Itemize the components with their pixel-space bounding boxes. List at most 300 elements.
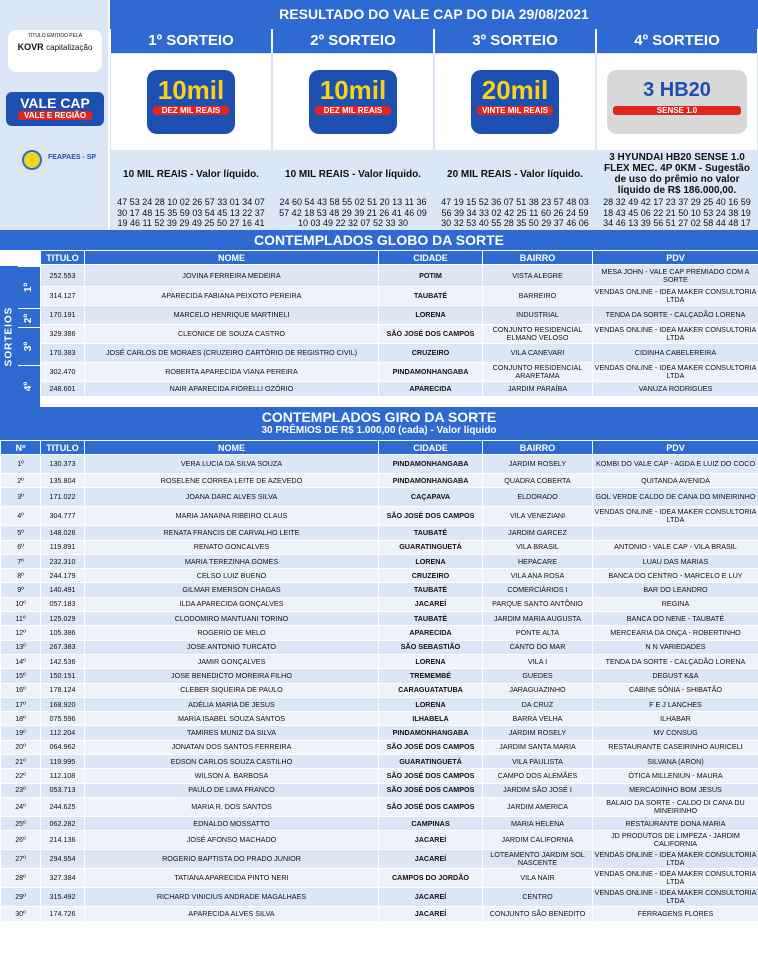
nome-cell: ROGERIO DE MELO: [85, 626, 379, 640]
table-row: [1, 488, 758, 507]
cidade-cell: GUARATINGUETÁ: [379, 755, 483, 769]
nome-cell: NAIR APARECIDA FIORELLI OZÓRIO: [85, 382, 379, 397]
giro-subtitle: 30 PRÊMIOS DE R$ 1.000,00 (cada) - Valor líquido: [261, 425, 497, 436]
nome-cell: CELSO LUIZ BUENO: [85, 569, 379, 583]
numero-cell: 26º: [1, 831, 41, 850]
pdv-cell: VENDAS ONLINE - IDEA MAKER CONSULTORIA LTDA: [593, 850, 758, 869]
cidade-cell: PINDAMONHANGABA: [379, 474, 483, 488]
pdv-cell: VENDAS ONLINE - IDEA MAKER CONSULTORIA LTDA: [593, 888, 758, 907]
numero-cell: 19º: [1, 726, 41, 740]
numero-cell: 9º: [1, 583, 41, 597]
bairro-cell: VISTA ALEGRE: [483, 265, 593, 287]
cidade-cell: GUARATINGUETÁ: [379, 540, 483, 554]
sorteio-group-label: [18, 266, 40, 308]
nome-cell: CLEBER SIQUEIRA DE PAULO: [85, 683, 379, 697]
brand-sub: VALE E REGIÃO: [18, 111, 92, 120]
titulo-cell: 178.124: [41, 683, 85, 697]
nome-cell: ROBERTA APARECIDA VIANA PEREIRA: [85, 363, 379, 382]
prize-badge: [434, 53, 596, 151]
table-row: [1, 507, 758, 526]
cidade-cell: CAMPINAS: [379, 816, 483, 830]
cidade-cell: TAUBATÉ: [379, 612, 483, 626]
numero-cell: 12º: [1, 626, 41, 640]
cidade-cell: APARECIDA: [379, 626, 483, 640]
nome-cell: JOSE BENEDICTO MOREIRA FILHO: [85, 669, 379, 683]
bairro-cell: JARDIM ROSELY: [483, 455, 593, 474]
bairro-cell: PONTE ALTA: [483, 626, 593, 640]
bairro-cell: JARDIM MARIA AUGUSTA: [483, 612, 593, 626]
results-title: RESULTADO DO VALE CAP DO DIA 29/08/2021: [110, 0, 758, 29]
titulo-cell: 170.191: [41, 306, 85, 325]
nome-cell: WILSON A. BARBOSA: [85, 769, 379, 783]
bairro-cell: VILA I: [483, 654, 593, 668]
titulo-cell: 214.136: [41, 831, 85, 850]
titulo-cell: 135.804: [41, 474, 85, 488]
numero-cell: 25º: [1, 816, 41, 830]
bairro-cell: MARIA HELENA: [483, 816, 593, 830]
cidade-cell: LORENA: [379, 306, 483, 325]
nome-cell: JOVINA FERREIRA MEDEIRA: [85, 265, 379, 287]
sorteio-group-text: 2º: [23, 313, 35, 323]
prize-big: 10mil: [319, 75, 387, 105]
sorteio-group-label: [18, 365, 40, 407]
nome-cell: EDSON CARLOS SOUZA CASTILHO: [85, 755, 379, 769]
cidade-cell: TAUBATÉ: [379, 526, 483, 540]
table-row: [41, 265, 758, 287]
column-header: PDV: [593, 251, 758, 265]
bairro-cell: CENTRO: [483, 888, 593, 907]
bairro-cell: VILA CANEVARI: [483, 344, 593, 363]
table-row: [41, 363, 758, 382]
bairro-cell: JARDIM GARCEZ: [483, 526, 593, 540]
titulo-cell: 244.625: [41, 797, 85, 816]
titulo-cell: 168.920: [41, 697, 85, 711]
titulo-cell: 232.310: [41, 554, 85, 568]
nome-cell: RICHARD VINICIUS ANDRADE MAGALHAES: [85, 888, 379, 907]
titulo-cell: 057.183: [41, 597, 85, 611]
bairro-cell: GUEDES: [483, 669, 593, 683]
bairro-cell: JARDIM CALIFORNIA: [483, 831, 593, 850]
titulo-cell: 112.204: [41, 726, 85, 740]
column-header: TITULO: [41, 251, 85, 265]
nome-cell: TAMIRES MUNIZ DA SILVA: [85, 726, 379, 740]
nome-cell: JONATAN DOS SANTOS FERREIRA: [85, 740, 379, 754]
pdv-cell: VENDAS ONLINE - IDEA MAKER CONSULTORIA LTDA: [593, 325, 758, 344]
kovr-name: KOVR: [17, 42, 44, 52]
sorteio-group-label: [18, 308, 40, 327]
drawn-numbers: 28 32 49 42 17 23 37 29 25 40 16 59 18 43 45 06 22 21 50 10 53 24 38 19 34 46 13 39 56 51 27 02 58 44 48 17: [603, 197, 751, 229]
nome-cell: EDNALDO MOSSATTO: [85, 816, 379, 830]
bairro-cell: INDUSTRIAL: [483, 306, 593, 325]
cidade-cell: TAUBATÉ: [379, 287, 483, 306]
table-row: [1, 583, 758, 597]
pdv-cell: DEGUST K&A: [593, 669, 758, 683]
nome-cell: TATIANA APARECIDA PINTO NERI: [85, 869, 379, 888]
table-row: [1, 640, 758, 654]
titulo-cell: 315.492: [41, 888, 85, 907]
table-row: [1, 526, 758, 540]
sorteios-label-text: SORTEIOS: [3, 306, 15, 367]
bairro-cell: CONJUNTO SÃO BENEDITO: [483, 907, 593, 921]
prize-big: 10mil: [157, 75, 225, 105]
sorteio-group-label: [18, 327, 40, 365]
nome-cell: MARIA ISABEL SOUZA SANTOS: [85, 712, 379, 726]
giro-title: CONTEMPLADOS GIRO DA SORTE: [261, 409, 497, 425]
bairro-cell: ELDORADO: [483, 488, 593, 507]
bairro-cell: VILA VENEZIANI: [483, 507, 593, 526]
sorteio-column: [596, 29, 758, 230]
nome-cell: RENATA FRANCIS DE CARVALHO LEITE: [85, 526, 379, 540]
column-header: CIDADE: [379, 441, 483, 455]
prize-badge-art: [607, 70, 747, 134]
giro-banner: [0, 407, 758, 440]
numero-cell: 28º: [1, 869, 41, 888]
bairro-cell: LOTEAMENTO JARDIM SOL NASCENTE: [483, 850, 593, 869]
titulo-cell: 064.962: [41, 740, 85, 754]
nome-cell: JOSÉ CARLOS DE MORAES (CRUZEIRO CARTÓRIO DE REGISTRO CIVIL): [85, 344, 379, 363]
nome-cell: MARIA JANAINA RIBEIRO CLAUS: [85, 507, 379, 526]
sorteio-label: 3º SORTEIO: [434, 29, 596, 53]
kovr-logo: [8, 30, 102, 72]
bairro-cell: JARDIM PARAÍBA: [483, 382, 593, 397]
pdv-cell: KOMBI DO VALE CAP - AGDA E LUIZ DO COCO: [593, 455, 758, 474]
nome-cell: MARCELO HENRIQUE MARTINELI: [85, 306, 379, 325]
cidade-cell: SÃO JOSÉ DOS CAMPOS: [379, 769, 483, 783]
titulo-cell: 112.108: [41, 769, 85, 783]
prize-small: SENSE 1.0: [613, 106, 741, 115]
cidade-cell: SÃO JOSÉ DOS CAMPOS: [379, 783, 483, 797]
titulo-cell: 174.726: [41, 907, 85, 921]
table-row: [41, 325, 758, 344]
drawn-numbers: 47 19 15 52 36 07 51 38 23 57 48 03 56 39 34 33 02 42 25 11 60 26 24 59 30 32 53 40 55 28 35 50 29 37 46 06: [441, 197, 589, 229]
pdv-cell: TENDA DA SORTE - CALÇADÃO LORENA: [593, 654, 758, 668]
bairro-cell: BARREIRO: [483, 287, 593, 306]
cidade-cell: JACAREÍ: [379, 888, 483, 907]
nome-cell: GILMAR EMERSON CHAGAS: [85, 583, 379, 597]
pdv-cell: ÓTICA MILLENIUN - MAURA: [593, 769, 758, 783]
cidade-cell: ILHABELA: [379, 712, 483, 726]
feapaes-flower-icon: [22, 150, 42, 170]
pdv-cell: QUITANDA AVENIDA: [593, 474, 758, 488]
table-row: [1, 831, 758, 850]
bairro-cell: JARDIM AMERICA: [483, 797, 593, 816]
cidade-cell: CRUZEIRO: [379, 344, 483, 363]
cidade-cell: JACAREÍ: [379, 831, 483, 850]
numero-cell: 18º: [1, 712, 41, 726]
numero-cell: 22º: [1, 769, 41, 783]
cidade-cell: LORENA: [379, 697, 483, 711]
numero-cell: 6º: [1, 540, 41, 554]
table-row: [1, 726, 758, 740]
column-header: CIDADE: [379, 251, 483, 265]
sorteio-group-text: 1º: [23, 282, 35, 293]
drawn-numbers: 47 53 24 28 10 02 26 57 33 01 34 07 30 17 48 15 35 59 03 54 45 13 22 37 19 46 11 52 39 29 49 25 50 27 16 41: [117, 197, 265, 229]
table-row: [41, 287, 758, 306]
sorteio-group-text: 3º: [23, 341, 35, 352]
table-row: [1, 740, 758, 754]
pdv-cell: F E J LANCHES: [593, 697, 758, 711]
table-row: [1, 783, 758, 797]
table-row: [1, 869, 758, 888]
pdv-cell: RESTAURANTE DONA MARIA: [593, 816, 758, 830]
table-row: [41, 344, 758, 363]
sorteio-column: [110, 29, 272, 230]
sorteio-column: [272, 29, 434, 230]
emitido-text: TÍTULO EMITIDO PELA: [27, 33, 83, 39]
table-row: [1, 669, 758, 683]
nome-cell: ADÉLIA MARIA DE JESUS: [85, 697, 379, 711]
titulo-cell: 170.383: [41, 344, 85, 363]
sorteio-label: 4º SORTEIO: [596, 29, 758, 53]
table-row: [41, 382, 758, 397]
pdv-cell: VENDAS ONLINE - IDEA MAKER CONSULTORIA LTDA: [593, 869, 758, 888]
table-row: [1, 907, 758, 921]
bairro-cell: CANTO DO MAR: [483, 640, 593, 654]
titulo-cell: 140.491: [41, 583, 85, 597]
nome-cell: APARECIDA ALVES SILVA: [85, 907, 379, 921]
bairro-cell: BARRA VELHA: [483, 712, 593, 726]
pdv-cell: BANCA DO NENE - TAUBATÉ: [593, 612, 758, 626]
brand-name: VALE CAP: [20, 95, 90, 111]
pdv-cell: N N VARIEDADES: [593, 640, 758, 654]
nome-cell: JOSE ANTONIO TURCATO: [85, 640, 379, 654]
titulo-cell: 314.127: [41, 287, 85, 306]
prize-value: 3 HYUNDAI HB20 SENSE 1.0 FLEX MEC. 4P 0KM - Sugestão de uso do prêmio no valor líquido de R$ 186.000,00.: [604, 152, 750, 196]
pdv-cell: ANTONIO - VALE CAP - VILA BRASIL: [593, 540, 758, 554]
kovr-sub: capitalização: [46, 43, 93, 52]
pdv-cell: VENDAS ONLINE - IDEA MAKER CONSULTORIA LTDA: [593, 507, 758, 526]
nome-cell: ROSELENE CORREA LEITE DE AZEVEDO: [85, 474, 379, 488]
prize-badge: [110, 53, 272, 151]
pdv-cell: RESTAURANTE CASEIRINHO AURICELI: [593, 740, 758, 754]
globo-table: [40, 250, 758, 397]
cidade-cell: SÃO JOSÉ DOS CAMPOS: [379, 507, 483, 526]
pdv-cell: ILHABAR: [593, 712, 758, 726]
numero-cell: 27º: [1, 850, 41, 869]
cidade-cell: CAÇAPAVA: [379, 488, 483, 507]
table-row: [1, 626, 758, 640]
bairro-cell: VILA PAULISTA: [483, 755, 593, 769]
column-header: TITULO: [41, 441, 85, 455]
cidade-cell: LORENA: [379, 654, 483, 668]
bairro-cell: VILA ANA ROSA: [483, 569, 593, 583]
prize-small: DEZ MIL REAIS: [153, 106, 229, 115]
nome-cell: ROGERIO BAPTISTA DO PRADO JUNIOR: [85, 850, 379, 869]
numero-cell: 21º: [1, 755, 41, 769]
cidade-cell: PINDAMONHANGABA: [379, 726, 483, 740]
prize-badge: [272, 53, 434, 151]
table-row: [1, 612, 758, 626]
cidade-cell: CAMPOS DO JORDÃO: [379, 869, 483, 888]
pdv-cell: CIDINHA CABELEREIRA: [593, 344, 758, 363]
column-header: NOME: [85, 441, 379, 455]
pdv-cell: MV CONSUG: [593, 726, 758, 740]
nome-cell: VERA LUCIA DA SILVA SOUZA: [85, 455, 379, 474]
titulo-cell: 171.022: [41, 488, 85, 507]
bairro-cell: JARDIM SANTA MARIA: [483, 740, 593, 754]
column-header: Nº: [1, 441, 41, 455]
pdv-cell: LUAU DAS MARIAS: [593, 554, 758, 568]
pdv-cell: BALAIO DA SORTE - CALDO DI CANA DU MINEIRINHO: [593, 797, 758, 816]
table-row: [1, 554, 758, 568]
prize-small: DEZ MIL REAIS: [315, 106, 391, 115]
numero-cell: 16º: [1, 683, 41, 697]
numero-cell: 4º: [1, 507, 41, 526]
nome-cell: MARIA R. DOS SANTOS: [85, 797, 379, 816]
feapaes-text: FEAPAES - SP: [48, 154, 97, 161]
column-header: BAIRRO: [483, 441, 593, 455]
sorteio-label: 2º SORTEIO: [272, 29, 434, 53]
titulo-cell: 062.282: [41, 816, 85, 830]
numero-cell: 30º: [1, 907, 41, 921]
nome-cell: CLODOMIRO MANTUANI TORINO: [85, 612, 379, 626]
pdv-cell: MERCEARIA DA ONÇA - ROBERTINHO: [593, 626, 758, 640]
logo-panel: [0, 0, 110, 230]
cidade-cell: TREMEMBÉ: [379, 669, 483, 683]
numero-cell: 7º: [1, 554, 41, 568]
table-row: [1, 755, 758, 769]
pdv-cell: MESA JOHN - VALE CAP PREMIADO COM A SORTE: [593, 265, 758, 287]
bairro-cell: CONJUNTO RESIDENCIAL ARARETAMA: [483, 363, 593, 382]
numero-cell: 20º: [1, 740, 41, 754]
numero-cell: 14º: [1, 654, 41, 668]
nome-cell: ILDA APARECIDA GONÇALVES: [85, 597, 379, 611]
bairro-cell: VILA BRASIL: [483, 540, 593, 554]
bairro-cell: JARDIM ROSELY: [483, 726, 593, 740]
bairro-cell: CAMPO DOS ALEMÃES: [483, 769, 593, 783]
titulo-cell: 244.179: [41, 569, 85, 583]
pdv-cell: TENDA DA SORTE - CALÇADÃO LORENA: [593, 306, 758, 325]
pdv-cell: CABINE SÔNIA - SHIBATÃO: [593, 683, 758, 697]
titulo-cell: 267.383: [41, 640, 85, 654]
drawn-numbers: 24 60 54 43 58 55 02 51 20 13 11 36 57 42 18 53 48 29 39 21 26 41 46 09 10 03 49 22 32 07 52 33 30: [279, 197, 427, 229]
titulo-cell: 119.891: [41, 540, 85, 554]
nome-cell: MARIA TEREZINHA GOMES: [85, 554, 379, 568]
titulo-cell: 327.384: [41, 869, 85, 888]
numero-cell: 2º: [1, 474, 41, 488]
pdv-cell: MERCADINHO BOM JESUS: [593, 783, 758, 797]
table-row: [1, 455, 758, 474]
pdv-cell: VENDAS ONLINE - IDEA MAKER CONSULTORIA LTDA: [593, 363, 758, 382]
bairro-cell: JARAGUAZINHO: [483, 683, 593, 697]
bairro-cell: COMERCIÁRIOS I: [483, 583, 593, 597]
column-header: NOME: [85, 251, 379, 265]
nome-cell: JAMIR GONÇALVES: [85, 654, 379, 668]
cidade-cell: POTIM: [379, 265, 483, 287]
titulo-cell: 148.026: [41, 526, 85, 540]
titulo-cell: 125.029: [41, 612, 85, 626]
cidade-cell: SÃO SEBASTIÃO: [379, 640, 483, 654]
titulo-cell: 053.713: [41, 783, 85, 797]
nome-cell: JOANA DARC ALVES SILVA: [85, 488, 379, 507]
table-row: [1, 697, 758, 711]
bairro-cell: PARQUE SANTO ANTÔNIO: [483, 597, 593, 611]
prize-value: 20 MIL REAIS - Valor líquido.: [447, 168, 583, 180]
prize-small: VINTE MIL REAIS: [477, 106, 553, 115]
cidade-cell: PINDAMONHANGABA: [379, 363, 483, 382]
bairro-cell: DA CRUZ: [483, 697, 593, 711]
titulo-cell: 304.777: [41, 507, 85, 526]
prize-value: 10 MIL REAIS - Valor líquido.: [285, 168, 421, 180]
numero-cell: 3º: [1, 488, 41, 507]
prize-big: 3 HB20: [643, 79, 711, 101]
titulo-cell: 150.151: [41, 669, 85, 683]
numero-cell: 13º: [1, 640, 41, 654]
pdv-cell: JD PRODUTOS DE LIMPEZA - JARDIM CALIFORNIA: [593, 831, 758, 850]
pdv-cell: VENDAS ONLINE - IDEA MAKER CONSULTORIA LTDA: [593, 287, 758, 306]
numero-cell: 10º: [1, 597, 41, 611]
numero-cell: 17º: [1, 697, 41, 711]
prize-badge-art: [147, 70, 235, 134]
table-row: [1, 597, 758, 611]
pdv-cell: FERRAGENS FLORES: [593, 907, 758, 921]
table-row: [1, 683, 758, 697]
table-row: [1, 850, 758, 869]
table-row: [1, 474, 758, 488]
titulo-cell: 130.373: [41, 455, 85, 474]
cidade-cell: CRUZEIRO: [379, 569, 483, 583]
column-header: BAIRRO: [483, 251, 593, 265]
cidade-cell: APARECIDA: [379, 382, 483, 397]
bairro-cell: QUADRA COBERTA: [483, 474, 593, 488]
bairro-cell: CONJUNTO RESIDENCIAL ELMANO VELOSO: [483, 325, 593, 344]
pdv-cell: BAR DO LEANDRO: [593, 583, 758, 597]
nome-cell: PAULO DE LIMA FRANCO: [85, 783, 379, 797]
table-row: [1, 654, 758, 668]
pdv-cell: [593, 526, 758, 540]
table-row: [1, 769, 758, 783]
titulo-cell: 252.553: [41, 265, 85, 287]
bairro-cell: JARDIM SÃO JOSÉ I: [483, 783, 593, 797]
table-row: [1, 540, 758, 554]
pdv-cell: SILVANA (ARON): [593, 755, 758, 769]
numero-cell: 24º: [1, 797, 41, 816]
cidade-cell: LORENA: [379, 554, 483, 568]
cidade-cell: JACAREÍ: [379, 850, 483, 869]
numero-cell: 5º: [1, 526, 41, 540]
titulo-cell: 119.995: [41, 755, 85, 769]
nome-cell: CLEONICE DE SOUZA CASTRO: [85, 325, 379, 344]
globo-title: CONTEMPLADOS GLOBO DA SORTE: [0, 230, 758, 250]
titulo-cell: 302.470: [41, 363, 85, 382]
column-header: PDV: [593, 441, 758, 455]
pdv-cell: REGINA: [593, 597, 758, 611]
titulo-cell: 248.601: [41, 382, 85, 397]
table-row: [1, 797, 758, 816]
numero-cell: 15º: [1, 669, 41, 683]
bairro-cell: VILA NAIR: [483, 869, 593, 888]
titulo-cell: 105.386: [41, 626, 85, 640]
pdv-cell: VANUZA RODRIGUES: [593, 382, 758, 397]
titulo-cell: 142.536: [41, 654, 85, 668]
numero-cell: 1º: [1, 455, 41, 474]
table-row: [1, 569, 758, 583]
pdv-cell: GOL VERDE CALDO DE CANA DO MINEIRINHO: [593, 488, 758, 507]
pdv-cell: BANCA DO CENTRO - MARCELO E LUY: [593, 569, 758, 583]
numero-cell: 11º: [1, 612, 41, 626]
sorteio-group-text: 4º: [23, 381, 35, 392]
cidade-cell: SÃO JOSÉ DOS CAMPOS: [379, 740, 483, 754]
nome-cell: JOSÉ AFONSO MACHADO: [85, 831, 379, 850]
cidade-cell: SÃO JOSÉ DOS CAMPOS: [379, 325, 483, 344]
sorteio-label: 1º SORTEIO: [110, 29, 272, 53]
prize-badge-art: [309, 70, 397, 134]
table-row: [1, 816, 758, 830]
titulo-cell: 329.386: [41, 325, 85, 344]
sorteios-side-label: [0, 266, 18, 407]
nome-cell: RENATO GONCALVES: [85, 540, 379, 554]
cidade-cell: JACAREÍ: [379, 907, 483, 921]
